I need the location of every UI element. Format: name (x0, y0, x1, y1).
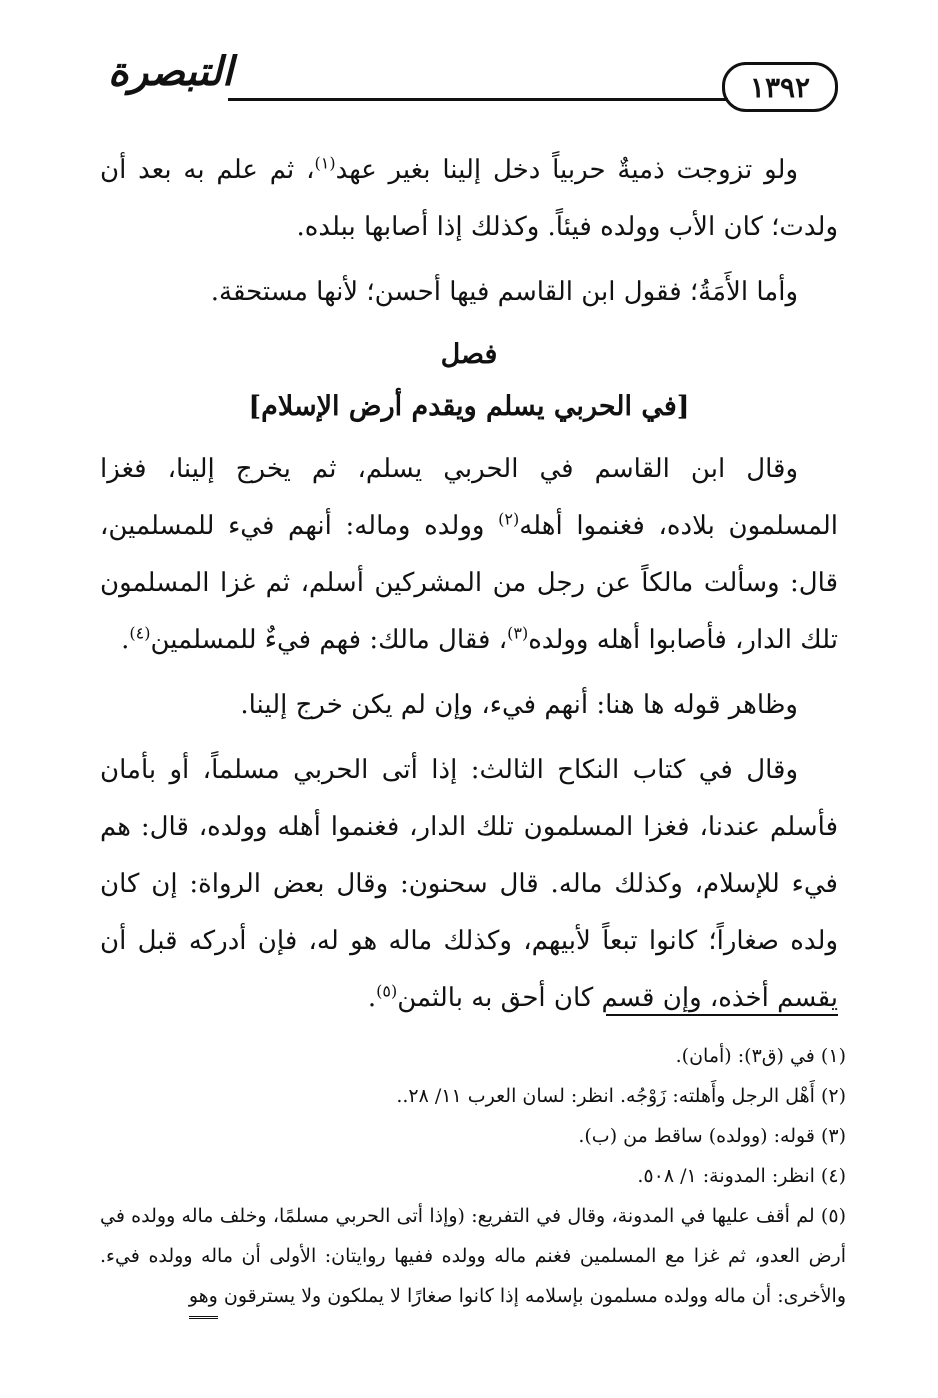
page-header (108, 48, 838, 112)
footnote-5-text: (٥) لم أقف عليها في المدونة، وقال في التفريع: (وإذا أتى الحربي مسلمًا، وخلف ماله وولده في أرض العدو، ثم غزا مع المسلمين فغنم ماله وولده ففيها روايتان: الأولى أن ماله وولده فيء. والأخرى: أن ماله وولده مسلمون بإسلامه إذا كانوا صغارًا لا يملكون ولا يسترقون (100, 1205, 846, 1307)
paragraph-5-text: وقال في كتاب النكاح الثالث: إذا أتى الحربي مسلماً، أو بأمان فأسلم عندنا، فغزا المسلمون تلك الدار، فغنموا أهله وولده، قال: هم فيء للإسلام، وكذلك ماله. قال سحنون: وقال بعض الرواة: إن كان ولده صغاراً؛ كانوا تبعاً لأبيهم، وكذلك ماله هو له، فإن أدركه قبل أن يقسم أخذه، وإن قسم كان أحق به بالثمن (100, 755, 838, 1013)
paragraph-3-part-c: ، فقال مالك: فهم فيءٌ للمسلمين (150, 625, 508, 655)
page-number: ١٣٩٢ (722, 62, 838, 112)
paragraph-5 (100, 742, 838, 1027)
footnote-5 (100, 1196, 846, 1319)
paragraph-3-part-a: وقال ابن القاسم في الحربي يسلم، ثم يخرج إلينا، فغزا المسلمون بلاده، فغنموا أهله (100, 454, 839, 541)
footnote-3: (٣) قوله: (وولده) ساقط من (ب). (578, 1125, 846, 1147)
book-title: التبصرة (108, 48, 234, 95)
main-text (100, 142, 838, 1035)
paragraph-1-text: ولو تزوجت ذميةٌ حربياً دخل إلينا بغير عهد (335, 155, 798, 185)
paragraph-4: وظاهر قوله ها هنا: أنهم فيء، وإن لم يكن خرج إلينا. (240, 690, 798, 720)
section-title: فصل (440, 339, 498, 370)
paragraph-5-end: . (367, 983, 377, 1013)
paragraph-3 (100, 441, 838, 669)
footnote-ref-3: (٣) (507, 623, 529, 643)
footnote-2: (٢) أَهْل الرجل وأَهلته: زَوْجُه. انظر: لسان العرب ١١/ ٢٨.. (396, 1085, 846, 1107)
paragraph-1 (100, 142, 838, 256)
footnote-4: (٤) انظر: المدونة: ١/ ٥٠٨. (637, 1165, 846, 1187)
paragraph-2: وأما الأَمَةُ؛ فقول ابن القاسم فيها أحسن؛ لأنها مستحقة. (210, 277, 798, 307)
footnote-1: (١) في (ق٣): (أمان). (675, 1045, 846, 1067)
footnote-separator (606, 1014, 838, 1016)
footnotes (100, 1036, 846, 1319)
paragraph-3-part-d: . (121, 625, 130, 655)
section-subtitle: [في الحربي يسلم ويقدم أرض الإسلام] (248, 391, 690, 422)
footnote-ref-1: (١) (314, 153, 336, 173)
footnote-ref-4: (٤) (129, 623, 151, 643)
paragraph-1-rest: ، ثم علم به بعد أن ولدت؛ كان الأب وولده فيئاً. وكذلك إذا أصابها ببلده. (100, 155, 838, 242)
footnote-continuation-word: وهو (189, 1276, 218, 1319)
footnote-ref-2: (٢) (498, 509, 520, 529)
header-rule (228, 98, 728, 101)
footnote-ref-5: (٥) (376, 981, 398, 1001)
paragraph-3-part-b: وولده وماله: أنهم فيء للمسلمين، قال: وسألت مالكاً عن رجل من المشركين أسلم، ثم غزا المسلمون تلك الدار، فأصابوا أهله وولده (100, 511, 838, 655)
